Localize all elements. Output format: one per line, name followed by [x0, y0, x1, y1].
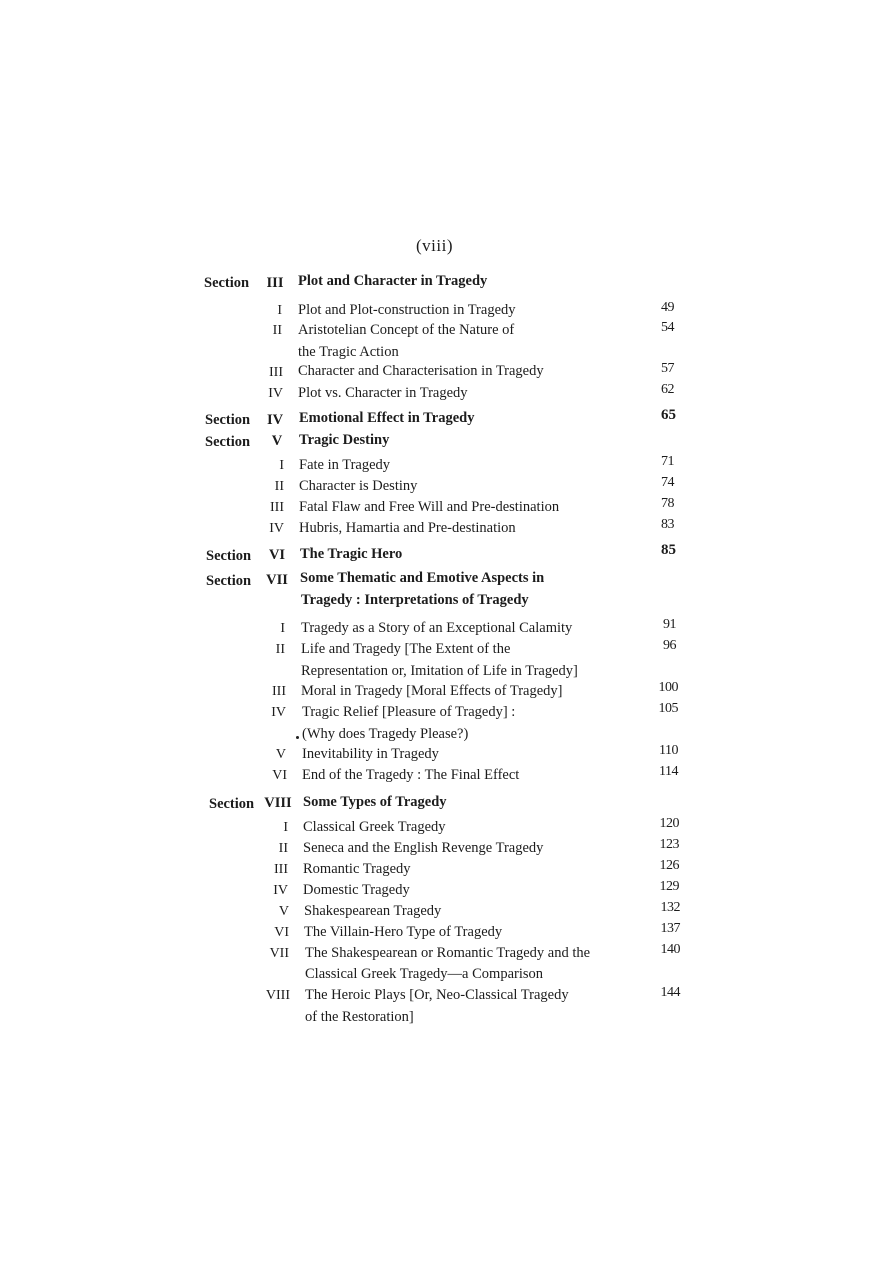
section-title: Emotional Effect in Tragedy — [299, 410, 475, 426]
entry-title: Tragedy as a Story of an Exceptional Calamity — [301, 620, 573, 636]
stray-dot — [296, 736, 299, 739]
section-number: VIII — [264, 795, 292, 811]
entry-number: II — [274, 479, 284, 494]
entry-title: Hubris, Hamartia and Pre-destination — [299, 520, 516, 536]
entry-title: The Shakespearean or Romantic Tragedy and the — [305, 945, 591, 961]
entry-number: IV — [269, 521, 284, 536]
section-title: Some Types of Tragedy — [303, 794, 447, 810]
entry-title: Shakespearean Tragedy — [304, 903, 442, 919]
entry-title: Aristotelian Concept of the Nature of — [298, 322, 515, 338]
entry-page: 114 — [659, 764, 678, 779]
entry-number: IV — [268, 386, 283, 401]
entry-page: 78 — [661, 496, 674, 511]
section-label: Section — [204, 275, 250, 291]
section-page: 65 — [661, 407, 676, 423]
section-label: Section — [205, 412, 251, 428]
entry-page: 100 — [658, 680, 678, 695]
entry-page: 96 — [663, 638, 676, 653]
entry-number: V — [278, 904, 289, 919]
entry-page: 57 — [661, 361, 674, 376]
entry-title: Character and Characterisation in Tragedy — [298, 363, 544, 379]
entry-number: VII — [269, 946, 289, 961]
section-title: The Tragic Hero — [300, 546, 403, 562]
entry-page: 83 — [661, 517, 674, 532]
entry-number: VI — [272, 768, 287, 783]
entry-title: Domestic Tragedy — [303, 882, 410, 898]
section-label: Section — [206, 548, 252, 564]
entry-page: 74 — [661, 475, 674, 490]
entry-title: Life and Tragedy [The Extent of the — [301, 641, 511, 657]
entry-number: I — [277, 303, 282, 318]
entry-title: Tragic Relief [Pleasure of Tragedy] : — [302, 704, 516, 720]
entry-page: 120 — [659, 816, 679, 831]
entry-page: 132 — [660, 900, 680, 915]
entry-title: Seneca and the English Revenge Tragedy — [303, 840, 544, 856]
entry-number: I — [280, 621, 285, 636]
entry-title: Fatal Flaw and Free Will and Pre-destination — [299, 499, 560, 515]
entry-number: III — [270, 500, 284, 515]
entry-page: 144 — [660, 985, 680, 1000]
entry-number: II — [275, 642, 285, 657]
entry-number: IV — [271, 705, 286, 720]
section-number: VII — [266, 572, 288, 588]
entry-title-cont: (Why does Tragedy Please?) — [302, 726, 469, 742]
entry-title: Romantic Tragedy — [303, 861, 411, 877]
entry-page: 140 — [660, 942, 680, 957]
section-title: Some Thematic and Emotive Aspects in — [300, 570, 545, 586]
section-title: Plot and Character in Tragedy — [298, 273, 488, 289]
entry-page: 137 — [660, 921, 680, 936]
section-number: V — [271, 433, 283, 449]
entry-number: VIII — [265, 988, 290, 1003]
entry-number: I — [279, 458, 284, 473]
entry-title: End of the Tragedy : The Final Effect — [302, 767, 520, 783]
entry-page: 49 — [661, 300, 674, 315]
section-page: 85 — [661, 542, 676, 558]
entry-number: III — [274, 862, 288, 877]
entry-page: 123 — [659, 837, 679, 852]
entry-number: IV — [273, 883, 288, 898]
section-number: VI — [268, 547, 286, 563]
section-title-cont: Tragedy : Interpretations of Tragedy — [301, 592, 529, 608]
entry-number: III — [269, 365, 283, 380]
entry-title: Character is Destiny — [299, 478, 418, 494]
entry-title-cont: the Tragic Action — [298, 344, 399, 360]
entry-page: 105 — [658, 701, 678, 716]
page-number: (viii) — [416, 236, 453, 255]
entry-page: 62 — [661, 382, 674, 397]
section-number: III — [266, 275, 284, 291]
entry-number: I — [283, 820, 288, 835]
entry-number: V — [275, 747, 286, 762]
entry-number: II — [272, 323, 282, 338]
section-label: Section — [209, 796, 255, 812]
entry-title: Classical Greek Tragedy — [303, 819, 446, 835]
entry-number: VI — [274, 925, 289, 940]
section-number: IV — [266, 412, 284, 428]
entry-title: Plot vs. Character in Tragedy — [298, 385, 468, 401]
entry-page: 54 — [661, 320, 674, 335]
entry-title: Inevitability in Tragedy — [302, 746, 439, 762]
entry-title: Fate in Tragedy — [299, 457, 391, 473]
entry-page: 126 — [659, 858, 679, 873]
entry-title: The Villain-Hero Type of Tragedy — [304, 924, 503, 940]
section-title: Tragic Destiny — [299, 432, 390, 448]
entry-title: Plot and Plot-construction in Tragedy — [298, 302, 516, 318]
entry-title-cont: Representation or, Imitation of Life in Tragedy] — [301, 663, 578, 679]
entry-title-cont: Classical Greek Tragedy—a Comparison — [305, 966, 544, 982]
entry-title: Moral in Tragedy [Moral Effects of Tragedy] — [301, 683, 563, 699]
entry-title: The Heroic Plays [Or, Neo-Classical Tragedy — [305, 987, 569, 1003]
entry-number: II — [278, 841, 288, 856]
entry-number: III — [272, 684, 286, 699]
section-label: Section — [205, 434, 251, 450]
entry-page: 129 — [659, 879, 679, 894]
entry-page: 91 — [663, 617, 676, 632]
entry-title-cont: of the Restoration] — [305, 1009, 414, 1025]
entry-page: 71 — [661, 454, 674, 469]
section-label: Section — [206, 573, 252, 589]
entry-page: 110 — [659, 743, 678, 758]
